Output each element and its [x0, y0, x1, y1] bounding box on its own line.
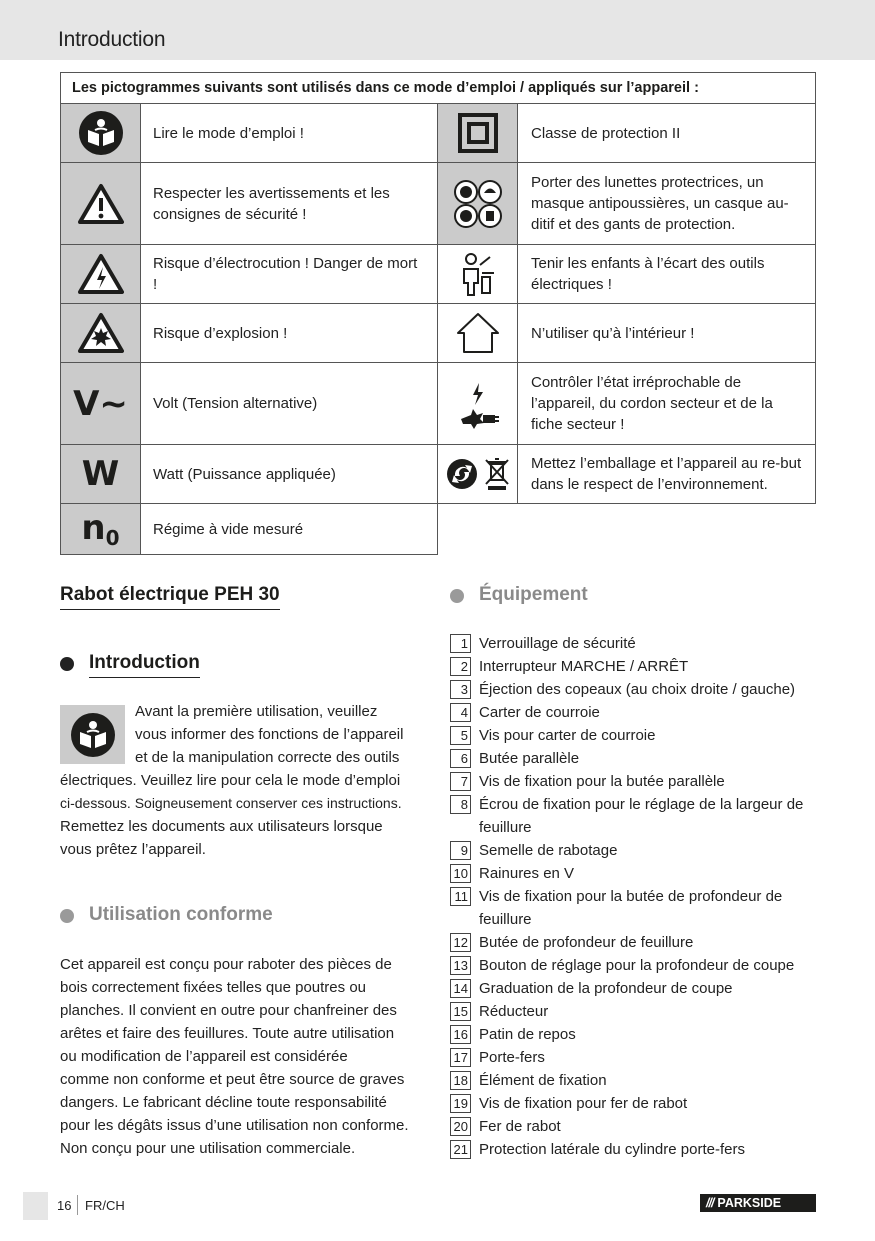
item-number: 5 — [450, 726, 471, 745]
item-label: Semelle de rabotage — [479, 842, 618, 859]
pictogram-table-heading: Les pictogrammes suivants sont utilisés dans ce mode d’emploi / appliqués sur l’appareil : — [60, 72, 816, 104]
equipment-list — [450, 632, 820, 1161]
protection-class-ii-icon — [438, 104, 518, 162]
indoor-use-icon — [438, 304, 518, 362]
check-cord-icon — [438, 363, 518, 444]
electrocution-icon — [61, 245, 141, 303]
item-number: 2 — [450, 657, 471, 676]
usage-line: comme non conforme et peut être source de graves — [60, 1071, 405, 1088]
list-item — [450, 862, 820, 885]
list-item — [450, 632, 820, 655]
list-item — [450, 1046, 820, 1069]
warning-triangle-icon — [61, 163, 141, 244]
item-label: Éjection des copeaux (au choix droite / gauche) — [479, 681, 796, 698]
list-item — [450, 839, 820, 862]
footer-divider — [77, 1195, 78, 1215]
keep-children-away-icon — [438, 245, 518, 303]
no-load-symbol: n — [81, 507, 106, 548]
section-bullet — [60, 909, 74, 923]
list-item — [450, 977, 820, 1000]
item-number: 15 — [450, 1002, 471, 1021]
list-item — [450, 1000, 820, 1023]
list-item — [450, 885, 820, 931]
intro-line: vous informer des fonctions de l’appareil — [135, 726, 404, 743]
intro-title: Introduction — [89, 652, 200, 678]
list-item — [450, 724, 820, 747]
list-item — [450, 954, 820, 977]
item-number: 11 — [450, 887, 471, 906]
item-label: Butée parallèle — [479, 750, 580, 767]
list-item — [450, 655, 820, 678]
list-item — [450, 793, 820, 839]
item-number: 1 — [450, 634, 471, 653]
pictogram-row — [60, 445, 816, 504]
item-number: 10 — [450, 864, 471, 883]
pictogram-text: Porter des lunettes protectrices, un masque antipoussières, un casque au-ditif et des gants de protection. — [531, 174, 789, 233]
pictogram-text: Tenir les enfants à l’écart des outils électriques ! — [531, 255, 765, 293]
intro-line: Remettez les documents aux utilisateurs lorsque — [60, 818, 383, 835]
usage-line: dangers. Le fabricant décline toute responsabilité — [60, 1094, 387, 1111]
pictogram-text: Volt (Tension alternative) — [141, 363, 438, 444]
usage-line: ou modification de l’appareil est considérée — [60, 1048, 348, 1065]
item-label: Fer de rabot — [479, 1118, 561, 1135]
usage-line: pour les dégâts issus d’une utilisation non conforme. — [60, 1117, 409, 1134]
item-label: Vis de fixation pour fer de rabot — [479, 1095, 688, 1112]
item-label: Rainures en V — [479, 865, 575, 882]
brand-mark: /// — [706, 1196, 714, 1210]
item-label: Interrupteur MARCHE / ARRÊT — [479, 658, 689, 675]
usage-line: bois correctement fixées telles que poutres ou — [60, 979, 366, 996]
volt-ac-icon — [61, 363, 141, 444]
pictogram-row — [60, 104, 816, 163]
ppe-icon — [438, 163, 518, 244]
item-number: 20 — [450, 1117, 471, 1136]
pictogram-text: Classe de protection II — [531, 124, 681, 142]
list-item — [450, 1069, 820, 1092]
item-number: 6 — [450, 749, 471, 768]
no-load-subscript: 0 — [105, 525, 120, 550]
item-number: 19 — [450, 1094, 471, 1113]
item-label: Butée de profondeur de feuillure — [479, 934, 694, 951]
pictogram-text: Lire le mode d’emploi ! — [141, 104, 438, 162]
pictogram-text: Watt (Puissance appliquée) — [141, 445, 438, 503]
item-number: 12 — [450, 933, 471, 952]
page-number: 16 — [57, 1198, 72, 1213]
watt-icon — [61, 445, 141, 503]
list-item — [450, 1092, 820, 1115]
item-number: 3 — [450, 680, 471, 699]
pictogram-row — [60, 163, 816, 245]
pictogram-row — [60, 363, 816, 445]
item-label: Graduation de la profondeur de coupe — [479, 980, 733, 997]
item-label: Écrou de fixation pour le réglage de la largeur de feuillure — [479, 796, 804, 836]
intro-line: et de la manipulation correcte des outils — [135, 749, 400, 766]
list-item — [450, 1115, 820, 1138]
recycle-icon — [438, 445, 518, 503]
usage-title: Utilisation conforme — [89, 904, 273, 925]
item-label: Porte-fers — [479, 1049, 545, 1066]
pictogram-row — [60, 304, 816, 363]
brand-name: PARKSIDE — [717, 1196, 782, 1210]
list-item — [450, 1023, 820, 1046]
item-label: Bouton de réglage pour la profondeur de coupe — [479, 957, 795, 974]
pictogram-row — [60, 245, 816, 304]
item-label: Vis de fixation pour la butée de profondeur de feuillure — [479, 888, 783, 928]
equipment-title: Équipement — [479, 584, 588, 605]
pictogram-text: Contrôler l’état irréprochable de l’appareil, du cordon secteur et de la fiche secteur ! — [531, 374, 773, 433]
item-label: Élément de fixation — [479, 1072, 607, 1089]
item-label: Patin de repos — [479, 1026, 576, 1043]
pictogram-text: Mettez l’emballage et l’appareil au re-but dans le respect de l’environnement. — [531, 455, 802, 493]
read-manual-icon — [60, 705, 125, 764]
usage-line: planches. Il convient en outre pour chanfreiner des — [60, 1002, 397, 1019]
list-item — [450, 747, 820, 770]
read-manual-icon — [61, 104, 141, 162]
list-item — [450, 1138, 820, 1161]
explosion-icon — [61, 304, 141, 362]
item-number: 21 — [450, 1140, 471, 1159]
item-number: 17 — [450, 1048, 471, 1067]
volt-symbol: V~ — [73, 383, 128, 424]
pictogram-text: Risque d’électrocution ! Danger de mort ! — [141, 245, 438, 303]
item-label: Vis pour carter de courroie — [479, 727, 656, 744]
item-number: 9 — [450, 841, 471, 860]
item-label: Verrouillage de sécurité — [479, 635, 636, 652]
intro-line: vous prêtez l’appareil. — [60, 841, 206, 858]
item-number: 13 — [450, 956, 471, 975]
item-number: 7 — [450, 772, 471, 791]
watt-symbol: W — [81, 454, 120, 494]
brand-logo — [700, 1194, 816, 1212]
item-label: Réducteur — [479, 1003, 549, 1020]
item-number: 8 — [450, 795, 471, 814]
intro-line: électriques. Veuillez lire pour cela le mode d’emploi — [60, 772, 401, 789]
locale-code: FR/CH — [85, 1198, 125, 1213]
pictogram-text: Respecter les avertissements et les consignes de sécurité ! — [141, 163, 438, 244]
usage-line: arêtes et faire des feuillures. Toute autre utilisation — [60, 1025, 395, 1042]
item-number: 18 — [450, 1071, 471, 1090]
intro-line: ci-dessous. Soigneusement conserver ces instructions. — [60, 795, 402, 811]
list-item — [450, 931, 820, 954]
item-label: Protection latérale du cylindre porte-fers — [479, 1141, 745, 1158]
item-number: 14 — [450, 979, 471, 998]
list-item — [450, 678, 820, 701]
pictogram-text: Régime à vide mesuré — [153, 520, 304, 538]
no-load-speed-icon — [61, 504, 141, 554]
product-title: Rabot électrique PEH 30 — [60, 584, 280, 610]
section-bullet — [60, 657, 74, 671]
pictogram-row — [60, 504, 438, 555]
intro-line: Avant la première utilisation, veuillez — [135, 703, 378, 720]
pictogram-text: Risque d’explosion ! — [141, 304, 438, 362]
item-number: 4 — [450, 703, 471, 722]
section-bullet — [450, 589, 464, 603]
page-header-title: Introduction — [58, 28, 166, 51]
item-label: Carter de courroie — [479, 704, 600, 721]
usage-line: Cet appareil est conçu pour raboter des pièces de — [60, 956, 392, 973]
usage-line: Non conçu pour une utilisation commerciale. — [60, 1140, 356, 1157]
item-label: Vis de fixation pour la butée parallèle — [479, 773, 725, 790]
list-item — [450, 770, 820, 793]
item-number: 16 — [450, 1025, 471, 1044]
list-item — [450, 701, 820, 724]
footer-box — [23, 1192, 48, 1220]
pictogram-text: N’utiliser qu’à l’intérieur ! — [531, 324, 695, 342]
